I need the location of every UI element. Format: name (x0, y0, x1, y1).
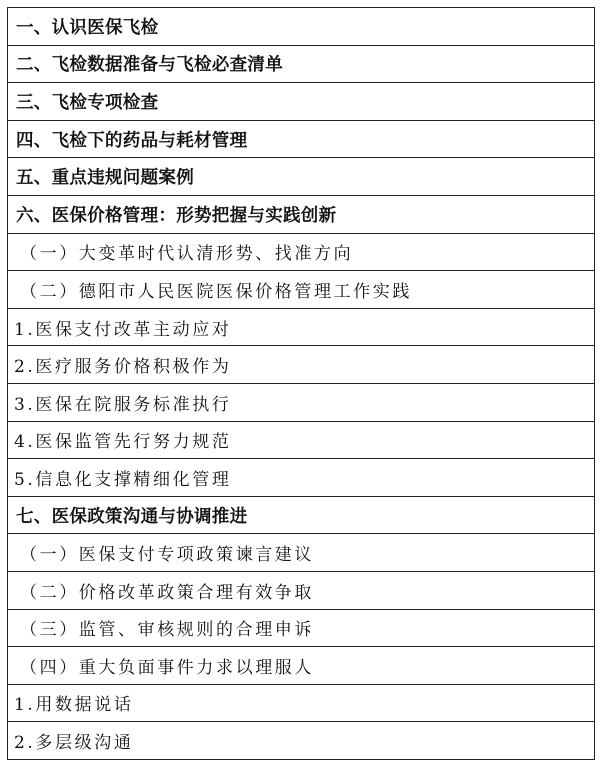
subsection-text: （二）价格改革政策合理有效争取 (8, 571, 595, 609)
section-heading: 六、医保价格管理：形势把握与实践创新 (8, 195, 595, 233)
subsection-text: （三）监管、审核规则的合理申诉 (8, 609, 595, 647)
list-item-text: 1.用数据说话 (8, 684, 595, 722)
subsection-text: （一）医保支付专项政策谏言建议 (8, 534, 595, 572)
section-heading: 一、认识医保飞检 (8, 8, 595, 46)
outline-row-item (8, 346, 595, 384)
subsection-text: （四）重大负面事件力求以理服人 (8, 647, 595, 685)
outline-row-item (8, 383, 595, 421)
outline-row-heading (8, 496, 595, 534)
outline-row-item (8, 421, 595, 459)
outline-row-item (8, 684, 595, 722)
list-item-text: 2.多层级沟通 (8, 722, 595, 760)
outline-row-heading (8, 158, 595, 196)
outline-row-sub (8, 534, 595, 572)
outline-row-heading (8, 45, 595, 83)
outline-row-heading (8, 83, 595, 121)
list-item-text: 4.医保监管先行努力规范 (8, 421, 595, 459)
outline-row-sub (8, 609, 595, 647)
outline-row-item (8, 459, 595, 497)
list-item-text: 5.信息化支撑精细化管理 (8, 459, 595, 497)
list-item-text: 1.医保支付改革主动应对 (8, 308, 595, 346)
subsection-text: （一）大变革时代认清形势、找准方向 (8, 233, 595, 271)
outline-row-sub (8, 571, 595, 609)
outline-row-sub (8, 233, 595, 271)
outline-row-heading (8, 195, 595, 233)
outline-table (7, 7, 595, 760)
subsection-text: （二）德阳市人民医院医保价格管理工作实践 (8, 271, 595, 309)
outline-row-sub (8, 271, 595, 309)
section-heading: 四、飞检下的药品与耗材管理 (8, 120, 595, 158)
outline-row-sub (8, 647, 595, 685)
outline-table-body (8, 8, 595, 760)
outline-row-heading (8, 120, 595, 158)
section-heading: 七、医保政策沟通与协调推进 (8, 496, 595, 534)
section-heading: 三、飞检专项检查 (8, 83, 595, 121)
list-item-text: 2.医疗服务价格积极作为 (8, 346, 595, 384)
outline-row-heading (8, 8, 595, 46)
section-heading: 五、重点违规问题案例 (8, 158, 595, 196)
outline-row-item (8, 722, 595, 760)
section-heading: 二、飞检数据准备与飞检必查清单 (8, 45, 595, 83)
list-item-text: 3.医保在院服务标准执行 (8, 383, 595, 421)
outline-row-item (8, 308, 595, 346)
